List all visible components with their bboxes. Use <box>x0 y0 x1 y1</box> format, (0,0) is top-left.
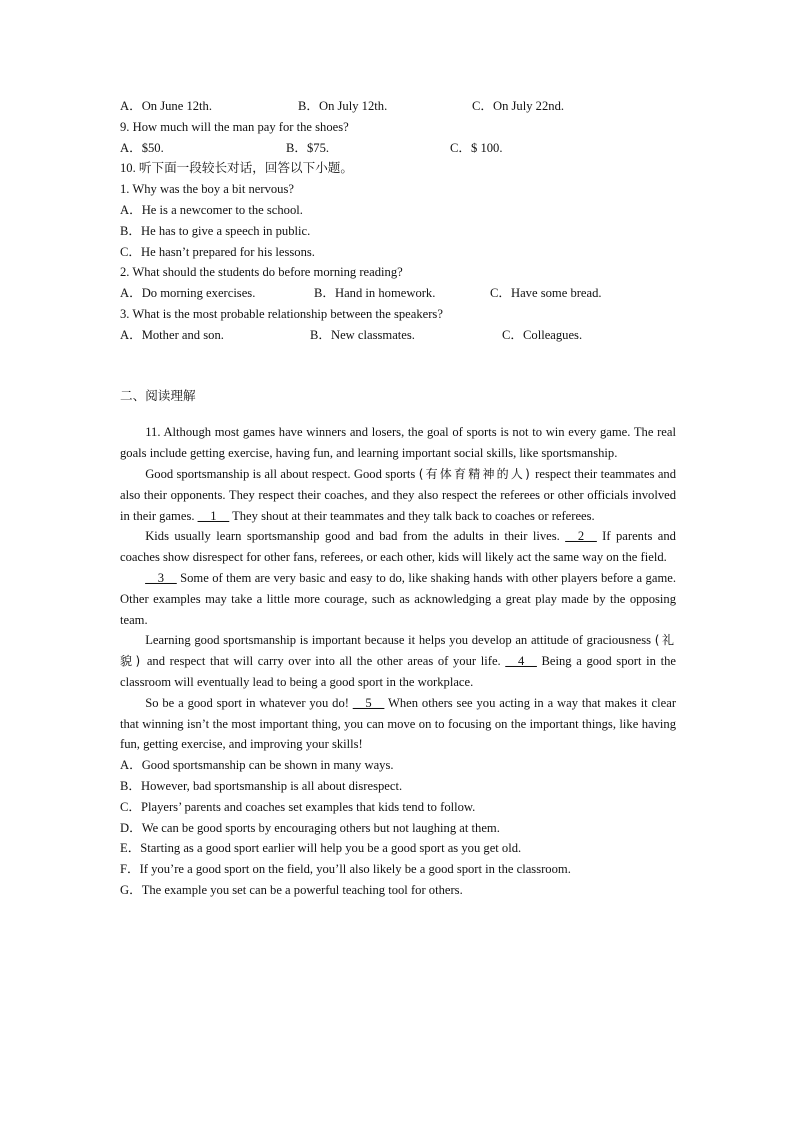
passage-paragraph-1 <box>120 422 676 464</box>
passage-p2-text: Good sportsmanship is all about respect. Good sports <box>145 466 416 481</box>
reading-passage <box>120 422 676 755</box>
choice-a: A．Good sportsmanship can be shown in many ways. <box>120 758 394 773</box>
q9-options <box>120 138 676 159</box>
q10-3-option-c: C．Colleagues. <box>502 327 583 342</box>
choice-d: D．We can be good sports by encouraging others but not laughing at them. <box>120 820 500 835</box>
q8-option-c: C．On July 22nd. <box>472 99 565 113</box>
answer-choices <box>120 755 676 901</box>
q10-2-options <box>120 283 676 304</box>
passage-p4-text: Some of them are very basic and easy to do, like shaking hands with other players before a game. Other examples may take a little more courage, such as acknowledging a great play made by the opposing team. <box>120 570 676 627</box>
q8-options <box>120 96 676 117</box>
q10-3-option-b: B．New classmates. <box>310 327 415 342</box>
passage-p2-text: They shout at their teammates and they talk back to coaches or referees. <box>232 508 595 523</box>
choice-g: G．The example you set can be a powerful teaching tool for others. <box>120 882 463 897</box>
q9-question: 9. How much will the man pay for the shoes? <box>120 119 349 134</box>
passage-p6-text: So be a good sport in whatever you do! <box>145 695 349 710</box>
blank-2: __2__ <box>565 529 597 544</box>
passage-paragraph-5 <box>120 630 676 692</box>
q9-option-a: A．$50. <box>120 140 164 155</box>
section-title: 二、阅读理解 <box>120 388 196 403</box>
q10-2-option-a: A．Do morning exercises. <box>120 286 256 301</box>
blank-1: __1__ <box>197 508 230 523</box>
passage-p2-text: respect their teammates and also their opponents. They respect their coaches, and they also respect the referees or other officials involved in their games. <box>120 466 677 523</box>
q8-option-b: B．On July 12th. <box>298 99 388 113</box>
q10-heading: 10. 听下面一段较长对话，回答以下小题。 <box>120 161 353 176</box>
passage-p5-text: and respect that will carry over into all the other areas of your life. <box>146 654 501 669</box>
q9-option-b: B．$75. <box>286 140 330 155</box>
passage-paragraph-2 <box>120 464 676 526</box>
choice-e: E．Starting as a good sport earlier will help you be a good sport as you get old. <box>120 841 522 856</box>
q10-2-option-b: B．Hand in homework. <box>314 286 436 301</box>
passage-p3-text: Kids usually learn sportsmanship good and bad from the adults in their lives. <box>145 529 560 544</box>
q9-option-c: C．$ 100. <box>450 140 503 155</box>
q10-1-question: 1. Why was the boy a bit nervous? <box>120 182 294 197</box>
exam-page <box>120 96 676 901</box>
q10-1-option-a: A．He is a newcomer to the school. <box>120 202 303 217</box>
passage-p1-text: 11. Although most games have winners and losers, the goal of sports is not to win every game. The real goals include getting exercise, having fun, and learning important social skills, like sportsmanship. <box>120 425 676 461</box>
passage-p5-text: Learning good sportsmanship is important because it helps you develop an attitude of graciousness <box>145 633 652 648</box>
chinese-gloss: (礼貌) <box>120 633 677 669</box>
passage-p6-text: When others see you acting in a way that makes it clear that winning isn’t the most important thing, you can move on to focusing on the important things, like having fun, getting exercise, and improving your skills! <box>120 695 677 752</box>
passage-p5-text: Being a good sport in the classroom will eventually lead to being a good sport in the workplace. <box>120 654 676 689</box>
passage-paragraph-3 <box>120 526 676 568</box>
choice-c: C．Players’ parents and coaches set examples that kids tend to follow. <box>120 799 476 814</box>
passage-paragraph-6 <box>120 693 676 755</box>
chinese-gloss: (有体育精神的人) <box>418 466 532 481</box>
q8-option-a: A．On June 12th. <box>120 99 212 113</box>
q10-1-option-b: B．He has to give a speech in public. <box>120 223 311 238</box>
blank-3: __3__ <box>145 570 177 585</box>
q10-3-option-a: A．Mother and son. <box>120 327 224 342</box>
passage-p3-text: If parents and coaches show disrespect for other fans, referees, or each other, kids will likely act the same way on the field. <box>120 529 676 565</box>
q10-2-option-c: C．Have some bread. <box>490 286 602 301</box>
choice-f: F．If you’re a good sport on the field, you’ll also likely be a good sport in the classroom. <box>120 862 571 877</box>
blank-4: __4__ <box>505 654 537 669</box>
passage-paragraph-4 <box>120 568 676 630</box>
q10-3-options <box>120 325 676 346</box>
q10-2-question: 2. What should the students do before morning reading? <box>120 265 403 280</box>
blank-5: __5__ <box>352 695 385 710</box>
choice-b: B．However, bad sportsmanship is all about disrespect. <box>120 778 403 793</box>
q10-1-option-c: C．He hasn’t prepared for his lessons. <box>120 244 315 259</box>
q10-3-question: 3. What is the most probable relationship between the speakers? <box>120 306 443 321</box>
